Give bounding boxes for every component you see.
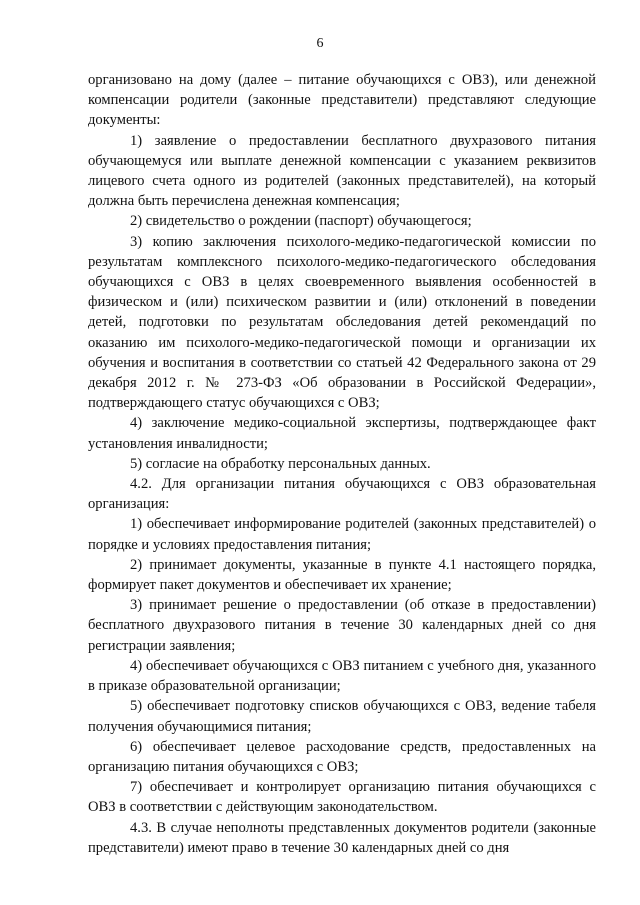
section-4-2-item-2: 2) принимает документы, указанные в пункте 4.1 настоящего порядка, формирует пакет документов и обеспечивает их хранение; <box>88 556 596 594</box>
list-item-2: 2) свидетельство о рождении (паспорт) обучающегося; <box>130 213 472 230</box>
list-item-4: 4) заключение медико-социальной экспертизы, подтверждающее факт установления инвалидности; <box>88 415 596 452</box>
list-item-5: 5) согласие на обработку персональных данных. <box>130 455 431 472</box>
page-number: 6 <box>316 36 324 51</box>
section-4-2-item-4: 4) обеспечивает обучающихся с ОВЗ питанием с учебного дня, указанного в приказе образовательной организации; <box>88 657 596 695</box>
list-item-3: 3) копию заключения психолого-медико-педагогической комиссии по результатам комплексного психолого-медико-педагогического обследования обучающихся с ОВЗ в целях своевременного выявления особенностей в физическом и (или) психическом развитии и (или) отклонений в поведении детей, подготовки по результатам обследования детей рекомендаций по оказанию им психолого-медико-педагогической помощи и организации их обучения и воспитания в соответствии со статьей 42 Федерального закона от 29 декабря 2012 г. № 273-ФЗ «Об образовании в Российской Федерации», подтверждающего статус обучающихся с ОВЗ; <box>88 233 596 412</box>
section-4-2-heading: 4.2. Для организации питания обучающихся с ОВЗ образовательная организация: <box>88 476 596 513</box>
section-4-2-item-6: 6) обеспечивает целевое расходование средств, предоставленных на организацию питания обучающихся с ОВЗ; <box>88 738 596 775</box>
paragraph-continuation: организовано на дому (далее – питание обучающихся с ОВЗ), или денежной компенсации родители (законные представители) представляют следующие документы: <box>88 72 596 129</box>
section-4-2-item-1: 1) обеспечивает информирование родителей (законных представителей) о порядке и условиях предоставления питания; <box>88 516 596 553</box>
section-4-2-item-7: 7) обеспечивает и контролирует организацию питания обучающихся с ОВЗ в соответствии с действующим законодательством. <box>88 779 596 816</box>
section-4-2-item-3: 3) принимает решение о предоставлении (об отказе в предоставлении) бесплатного двухразового питания в течение 30 календарных дней со дня регистрации заявления; <box>88 597 596 654</box>
section-4-3-paragraph: 4.3. В случае неполноты представленных документов родители (законные представители) имеют право в течение 30 календарных дней со дня <box>88 819 596 856</box>
section-4-2-item-5: 5) обеспечивает подготовку списков обучающихся с ОВЗ, ведение табеля получения обучающимися питания; <box>88 698 596 735</box>
document-body <box>88 70 596 858</box>
list-item-1: 1) заявление о предоставлении бесплатного двухразового питания обучающемуся или выплате денежной компенсации с указанием реквизитов лицевого счета одного из родителей (законных представителей), на который должна быть перечислена денежная компенсация; <box>88 132 596 210</box>
